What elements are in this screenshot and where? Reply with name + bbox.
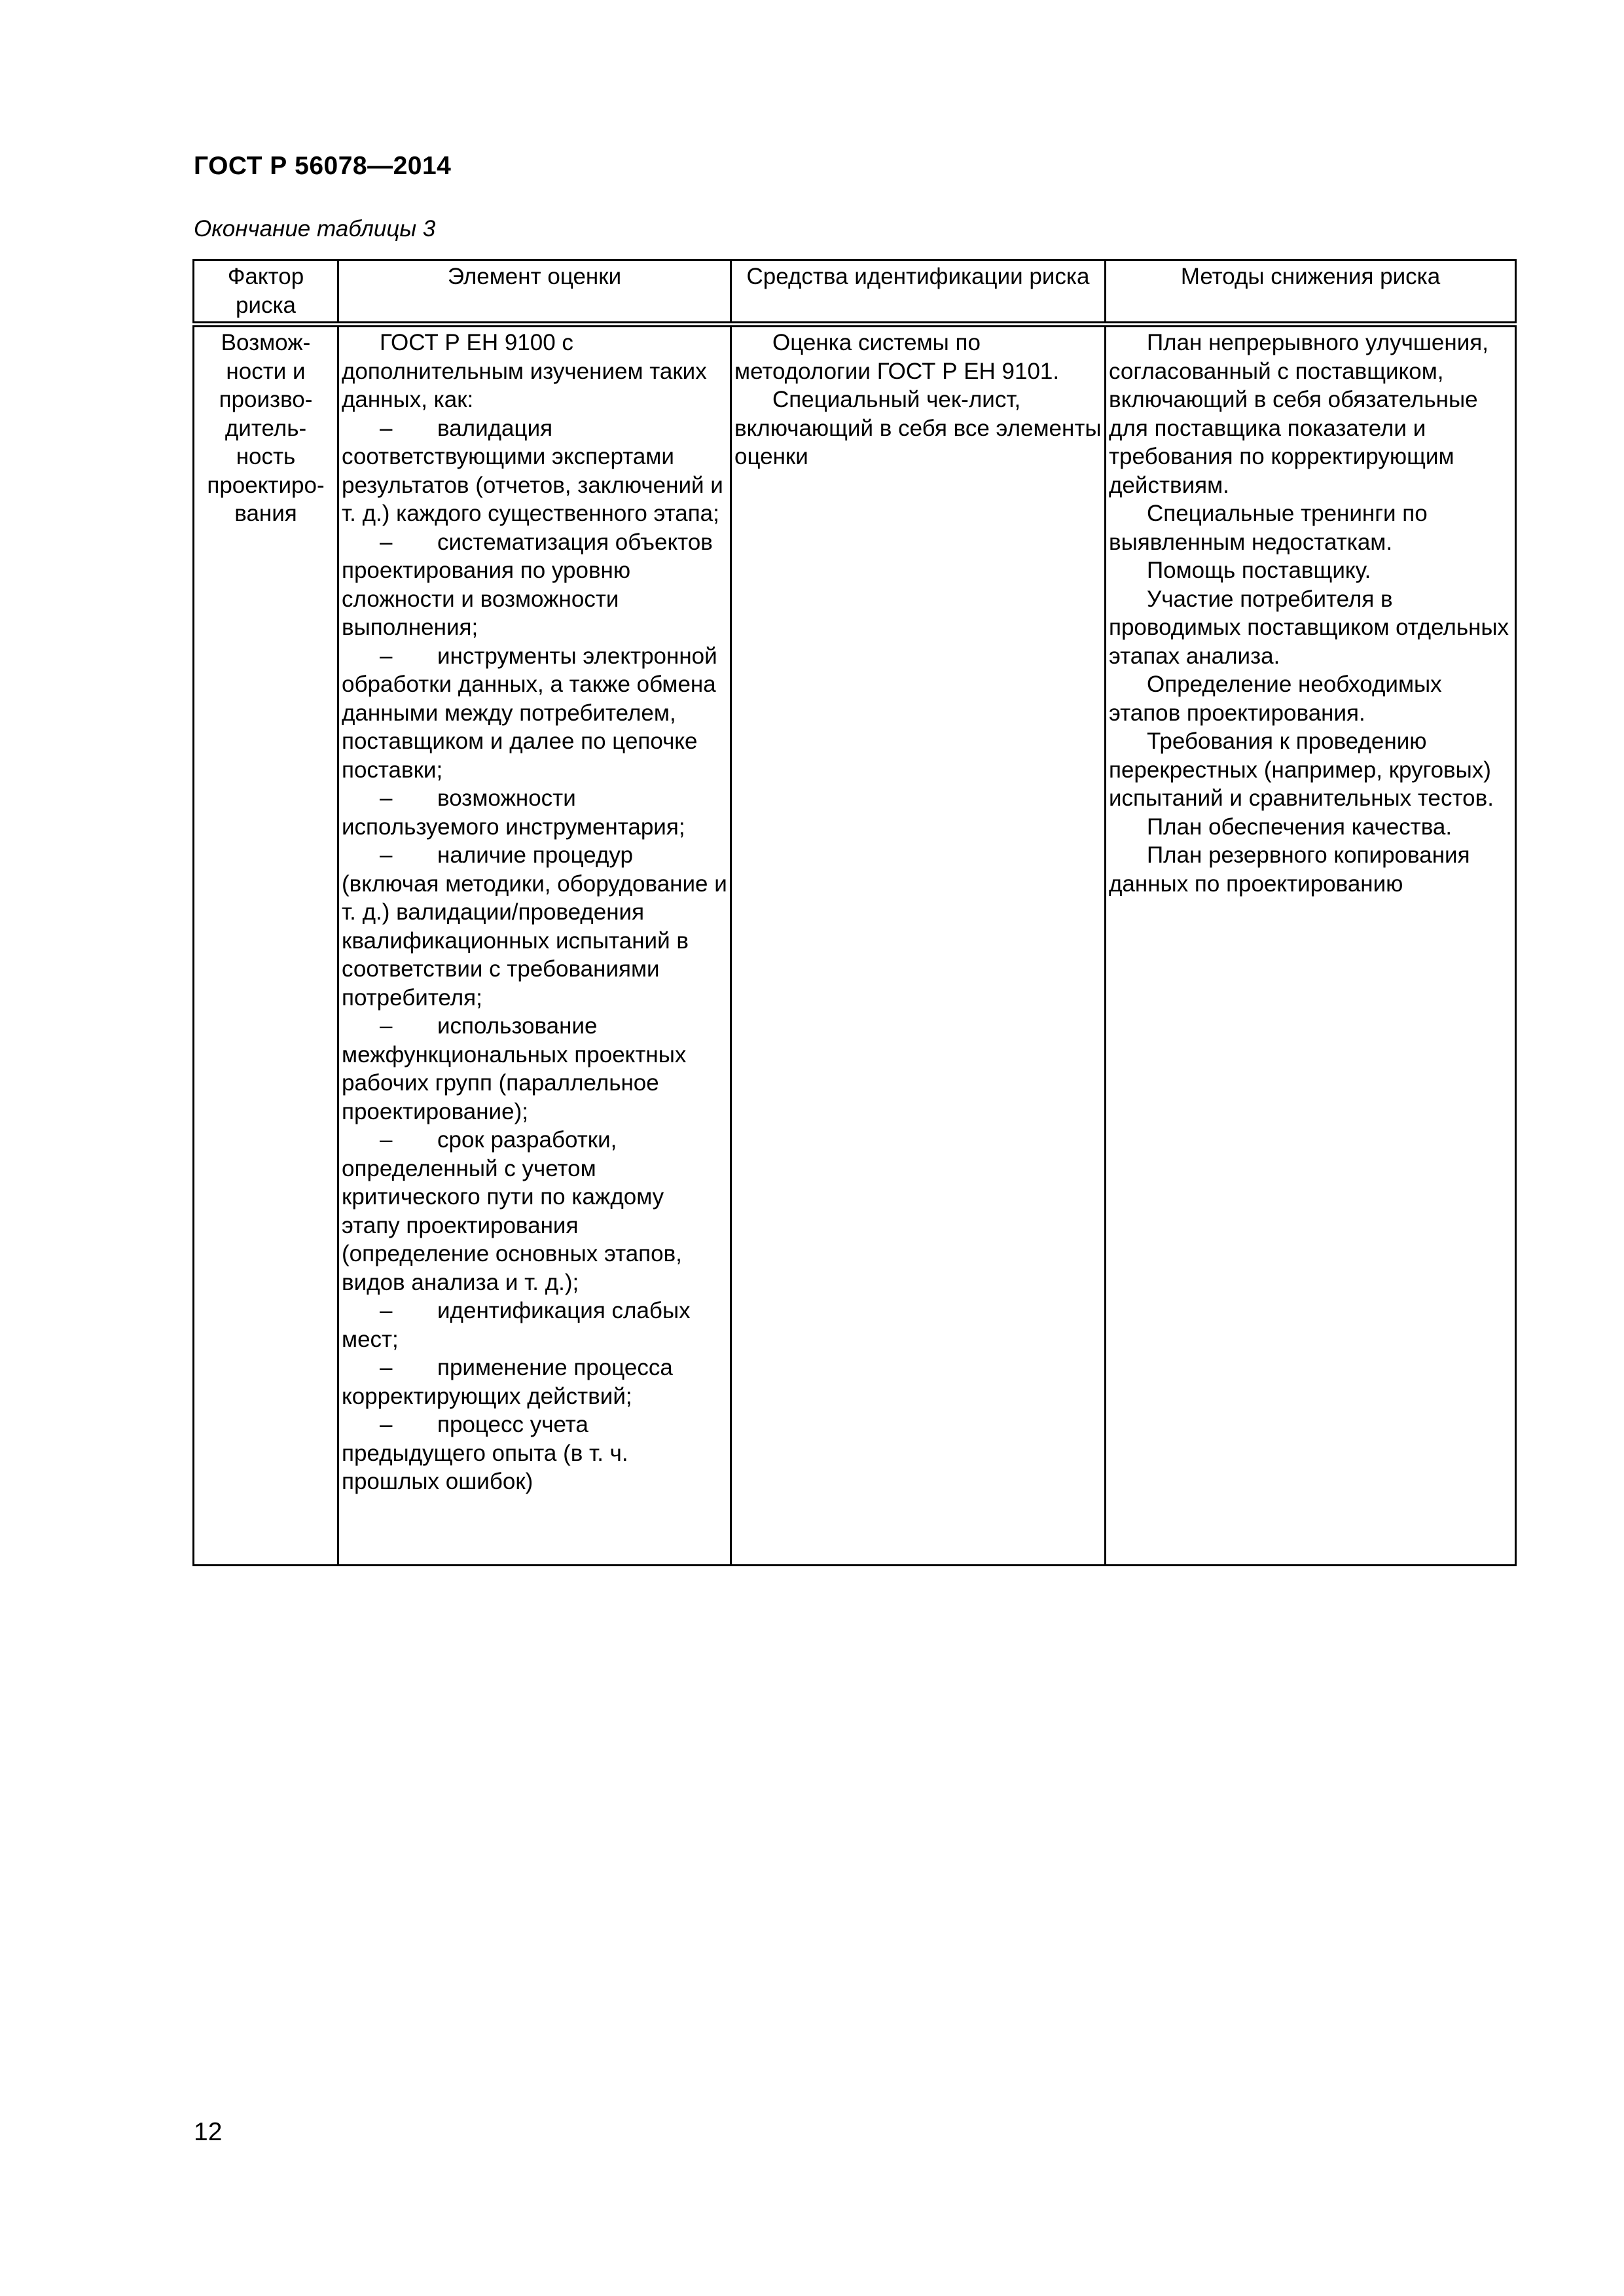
identification-paragraph: Специальный чек-лист, включающий в себя все элементы оценки [734, 387, 1102, 469]
list-item: – систематизация объектов проектирования по уровню сложности и возможности выполнения; [342, 529, 713, 640]
table-row [194, 325, 1516, 1566]
column-header-risk-factor: Фактор риска [194, 260, 338, 325]
mitigation-paragraph: План непрерывного улучшения, согласованный с поставщиком, включающий в себя обязательные для поставщика показатели и требования по корректирующим действиям. [1109, 330, 1489, 498]
list-item: – наличие процедур (включая методики, оборудование и т. д.) валидации/проведения квалификационных испытаний в соответствии с требованиями потребителя; [342, 842, 727, 1011]
dash-marker: – [380, 643, 393, 669]
risk-table [192, 259, 1517, 1566]
cell-mitigation-methods [1106, 325, 1516, 1566]
cell-identification-means [731, 325, 1106, 1566]
dash-marker: – [380, 529, 393, 555]
dash-marker: – [380, 1127, 393, 1153]
dash-marker: – [380, 1412, 393, 1437]
list-item: – процесс учета предыдущего опыта (в т. ч. прошлых ошибок) [342, 1412, 628, 1494]
factor-line: ность [236, 444, 296, 469]
list-item: – валидация соответствующими экспертами результатов (отчетов, заключений и т. д.) каждого существенного этапа; [342, 415, 723, 526]
column-header-identification-means: Средства идентификации риска [731, 260, 1106, 325]
dash-marker: – [380, 1298, 393, 1323]
table-header-row [194, 260, 1516, 325]
mitigation-paragraph: Определение необходимых этапов проектирования. [1109, 672, 1442, 726]
list-item: – срок разработки, определенный с учетом критического пути по каждому этапу проектирования (определение основных этапов, видов анализа и т. д.); [342, 1127, 682, 1295]
dash-marker: – [380, 1355, 393, 1380]
mitigation-paragraph: Помощь поставщику. [1147, 558, 1371, 583]
dash-marker: – [380, 415, 393, 441]
list-item: – идентификация слабых мест; [342, 1298, 691, 1352]
list-item: – инструменты электронной обработки данных, а также обмена данными между потребителем, поставщиком и далее по цепочке поставки; [342, 643, 717, 783]
factor-line: Возмож- [221, 330, 311, 355]
factor-line: проектиро- [207, 472, 325, 498]
element-intro: ГОСТ Р ЕН 9100 с дополнительным изучением таких данных, как: [342, 330, 707, 412]
mitigation-paragraph: Требования к проведению перекрестных (например, круговых) испытаний и сравнительных тестов. [1109, 728, 1494, 811]
document-title: ГОСТ Р 56078—2014 [194, 152, 452, 180]
list-item: – возможности используемого инструментария; [342, 785, 685, 840]
column-header-mitigation-methods: Методы снижения риска [1106, 260, 1516, 325]
cell-risk-factor [194, 325, 338, 1566]
dash-marker: – [380, 785, 393, 811]
factor-line: произво- [219, 387, 313, 412]
mitigation-paragraph: Специальные тренинги по выявленным недостаткам. [1109, 501, 1428, 555]
table-caption: Окончание таблицы 3 [194, 216, 436, 242]
cell-assessment-element [338, 325, 731, 1566]
factor-line: ности и [226, 358, 306, 384]
page-number: 12 [194, 2118, 223, 2146]
column-header-assessment-element: Элемент оценки [338, 260, 731, 325]
factor-line: дитель- [225, 415, 307, 441]
mitigation-paragraph: План резервного копирования данных по проектированию [1109, 842, 1470, 897]
identification-paragraph: Оценка системы по методологии ГОСТ Р ЕН 9101. [734, 330, 1060, 384]
list-item: – использование межфункциональных проектных рабочих групп (параллельное проектирование); [342, 1013, 687, 1124]
factor-line: вания [234, 501, 297, 526]
mitigation-paragraph: План обеспечения качества. [1147, 814, 1453, 840]
dash-marker: – [380, 1013, 393, 1039]
dash-marker: – [380, 842, 393, 868]
mitigation-paragraph: Участие потребителя в проводимых поставщиком отдельных этапах анализа. [1109, 586, 1509, 669]
list-item: – применение процесса корректирующих действий; [342, 1355, 673, 1409]
